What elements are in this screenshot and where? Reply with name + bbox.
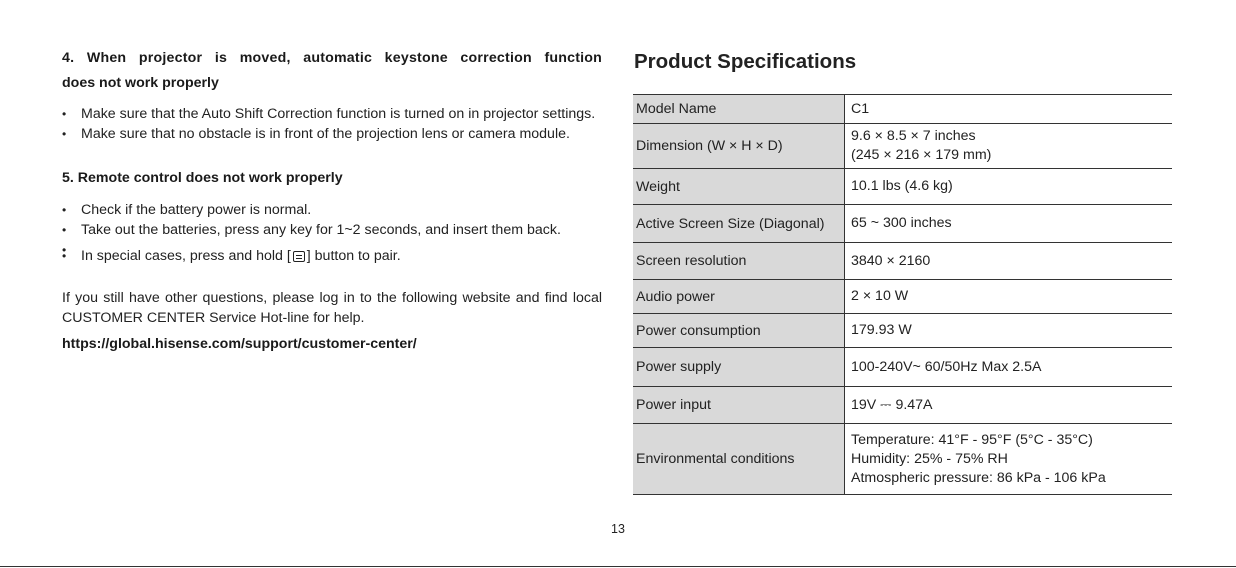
spec-label: Screen resolution xyxy=(633,243,845,280)
spec-value-line: 65 ~ 300 inches xyxy=(851,215,952,231)
section-4-list xyxy=(62,104,602,144)
page-number: 13 xyxy=(611,522,625,536)
spec-label: Power input xyxy=(633,387,845,424)
spec-value xyxy=(845,424,1173,495)
section-4-title-line2: does not work properly xyxy=(62,75,219,91)
section-5-title: 5. Remote control does not work properly xyxy=(62,170,343,186)
spec-value xyxy=(845,169,1173,205)
spec-value-line: Humidity: 25% - 75% RH xyxy=(851,450,1008,467)
spec-value-line: 3840 × 2160 xyxy=(851,252,931,269)
table-row xyxy=(633,205,1172,243)
pair-text-after: ] button to pair. xyxy=(306,248,401,264)
list-item xyxy=(62,246,602,266)
spec-value-line: 9.6 × 8.5 × 7 inches xyxy=(851,128,976,144)
spec-value xyxy=(845,314,1173,348)
list-item: • Take out the batteries, press any key for 1~2 seconds, and insert them back. xyxy=(62,220,602,240)
list-item: • Make sure that no obstacle is in front of the projection lens or camera module. xyxy=(62,124,602,144)
spec-value-line: Temperature: 41°F - 95°F (5°C - 35°C) xyxy=(851,431,1093,448)
spec-label: Model Name xyxy=(633,95,845,124)
menu-button-icon xyxy=(293,251,305,262)
spec-label: Environmental conditions xyxy=(633,424,845,495)
spec-value xyxy=(845,95,1173,124)
spec-label: Active Screen Size (Diagonal) xyxy=(633,205,845,243)
table-row xyxy=(633,280,1172,314)
spec-value-line: C1 xyxy=(851,100,870,117)
spec-value-line: 100-240V~ 60/50Hz Max 2.5A xyxy=(851,358,1042,375)
spec-value-line: 10.1 lbs (4.6 kg) xyxy=(851,178,953,194)
spec-value xyxy=(845,124,1173,169)
spec-value xyxy=(845,280,1173,314)
bottom-rule xyxy=(0,566,1236,567)
specifications-column xyxy=(633,46,1173,486)
table-row xyxy=(633,424,1172,495)
spec-label: Weight xyxy=(633,169,845,205)
spec-value-line: 2 × 10 W xyxy=(851,288,909,304)
table-row xyxy=(633,387,1172,424)
spec-value xyxy=(845,387,1173,424)
spec-value xyxy=(845,243,1173,280)
spec-value-line: 179.93 W xyxy=(851,322,912,338)
table-row xyxy=(633,95,1172,124)
table-row xyxy=(633,169,1172,205)
spec-value xyxy=(845,205,1173,243)
table-row xyxy=(633,243,1172,280)
spec-label: Power supply xyxy=(633,348,845,387)
table-row xyxy=(633,348,1172,387)
section-5-list xyxy=(62,200,602,266)
spec-label: Audio power xyxy=(633,280,845,314)
spec-value-line: 19V ⎓ 9.47A xyxy=(851,396,933,413)
specifications-table xyxy=(633,94,1172,495)
section-4-title-line1: 4. When projector is moved, automatic keystone correction function xyxy=(62,50,602,66)
table-row xyxy=(633,314,1172,348)
specifications-title: Product Specifications xyxy=(634,50,857,73)
spec-value-line: Atmospheric pressure: 86 kPa - 106 kPa xyxy=(851,469,1106,486)
troubleshooting-column xyxy=(62,46,602,354)
support-link[interactable]: https://global.hisense.com/support/customer-center/ xyxy=(62,336,417,352)
spec-label: Power consumption xyxy=(633,314,845,348)
spec-label: Dimension (W × H × D) xyxy=(633,124,845,169)
list-item: • Make sure that the Auto Shift Correction function is turned on in projector settings. xyxy=(62,104,602,124)
spec-value-line: (245 × 216 × 179 mm) xyxy=(851,147,992,163)
list-item: • Check if the battery power is normal. xyxy=(62,200,602,220)
help-paragraph: If you still have other questions, please log in to the following website and find local CUSTOMER CENTER Service Hot-line for help. xyxy=(62,290,602,326)
spec-value xyxy=(845,348,1173,387)
table-row xyxy=(633,124,1172,169)
pair-text-before: In special cases, press and hold [ xyxy=(81,248,291,264)
